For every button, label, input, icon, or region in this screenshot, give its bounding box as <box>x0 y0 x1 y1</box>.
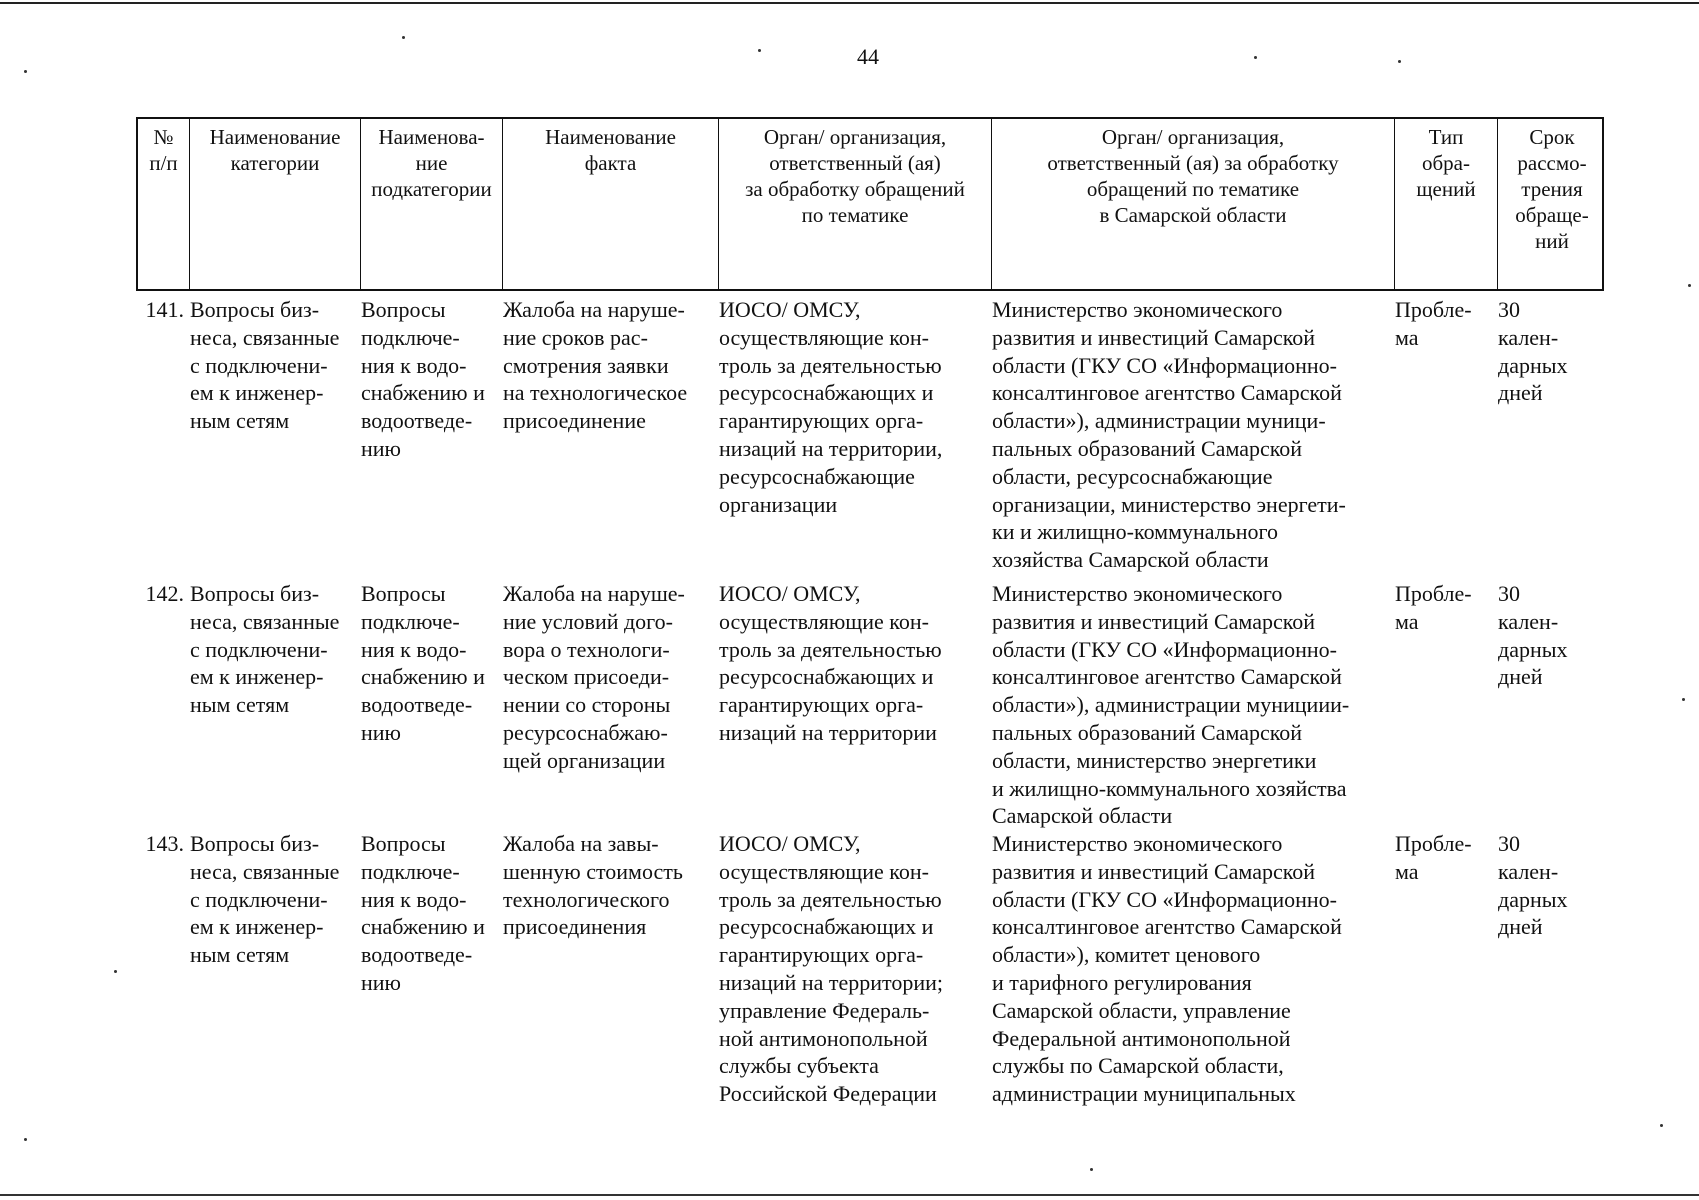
scan-speck <box>1682 698 1685 701</box>
row-org: ИОСО/ ОМСУ, осуществляющие кон- троль за деятельностью ресурсоснабжающих и гарантирующих орга- низаций на территории, ресурсоснабжающие организации <box>719 297 943 517</box>
table-body <box>136 296 1604 1130</box>
row-org-samara: Министерство экономического развития и инвестиций Самарской области (ГКУ СО «Информационно- консалтинговое агентство Самарской области»), администрации муници- пальных образований Самарской области, ресурсоснабжающие организации, министерство энергети- ки и жилищно-коммунального хозяйства Самарской области <box>992 297 1346 573</box>
row-number: 143. <box>145 831 184 856</box>
header-cell-type: Тип обра- щений <box>1395 119 1498 289</box>
row-number: 142. <box>145 581 184 606</box>
row-category: Вопросы биз- неса, связанные с подключени- ем к инженер- ным сетям <box>190 297 340 434</box>
scan-edge-top <box>0 2 1699 4</box>
header-cell-term: Срок рассмо- трения обраще- ний <box>1515 125 1589 253</box>
row-type: Пробле- ма <box>1395 831 1472 884</box>
row-category: Вопросы биз- неса, связанные с подключени- ем к инженер- ным сетям <box>190 831 340 968</box>
table-header <box>136 117 1604 291</box>
row-type: Пробле- ма <box>1395 581 1472 634</box>
row-org: ИОСО/ ОМСУ, осуществляющие кон- троль за деятельностью ресурсоснабжающих и гарантирующих орга- низаций на территории <box>719 581 942 745</box>
row-subcategory: Вопросы подключе- ния к водо- снабжению и водоотведе- нию <box>361 831 485 995</box>
table-row <box>136 580 1604 830</box>
scan-speck <box>1660 1124 1663 1127</box>
page-number: 44 <box>857 44 879 69</box>
scan-speck <box>1398 60 1401 63</box>
scan-speck <box>402 36 405 39</box>
row-term: 30 кален- дарных дней <box>1498 831 1568 940</box>
scan-speck <box>1090 1168 1093 1171</box>
header-cell-number: № п/п <box>138 119 190 289</box>
row-number: 141. <box>145 297 184 322</box>
row-fact: Жалоба на наруше- ние сроков рас- смотрения заявки на технологическое присоединение <box>503 297 688 434</box>
row-org-samara: Министерство экономического развития и инвестиций Самарской области (ГКУ СО «Информационно- консалтинговое агентство Самарской области»), администрации мунициии- пальных образований Самарской области, министерство энергетики и жилищно-коммунального хозяйства Самарской области <box>992 581 1350 829</box>
row-subcategory: Вопросы подключе- ния к водо- снабжению и водоотведе- нию <box>361 297 485 461</box>
scan-speck <box>758 49 761 52</box>
row-fact: Жалоба на завы- шенную стоимость технологического присоединения <box>503 831 683 940</box>
row-fact: Жалоба на наруше- ние условий дого- вора о технологи- ческом присоеди- нении со стороны ресурсоснабжаю- щей организации <box>503 581 685 773</box>
table <box>136 117 1604 1130</box>
header-cell-category: Наименование категории <box>190 119 361 289</box>
scan-edge-bottom <box>0 1194 1699 1196</box>
row-term: 30 кален- дарных дней <box>1498 297 1568 406</box>
scan-speck <box>24 70 27 73</box>
row-type: Пробле- ма <box>1395 297 1472 350</box>
header-cell-org: Орган/ организация, ответственный (ая) за обработку обращений по тематике <box>719 119 992 289</box>
header-cell-org-samara: Орган/ организация, ответственный (ая) за обработку обращений по тематике в Самарской области <box>992 119 1395 289</box>
scan-speck <box>114 970 117 973</box>
row-org: ИОСО/ ОМСУ, осуществляющие кон- троль за деятельностью ресурсоснабжающих и гарантирующих орга- низаций на территории; управление Федераль- ной антимонопольной службы субъекта Российской Федерации <box>719 831 943 1107</box>
scan-speck <box>24 1138 27 1141</box>
table-row <box>136 830 1604 1130</box>
row-subcategory: Вопросы подключе- ния к водо- снабжению и водоотведе- нию <box>361 581 485 745</box>
row-term: 30 кален- дарных дней <box>1498 581 1568 690</box>
header-cell-subcategory: Наименова- ние подкатегории <box>361 119 503 289</box>
row-category: Вопросы биз- неса, связанные с подключени- ем к инженер- ным сетям <box>190 581 340 718</box>
scan-speck <box>1254 56 1257 59</box>
header-cell-fact: Наименование факта <box>503 119 719 289</box>
scan-speck <box>1688 284 1691 287</box>
row-org-samara: Министерство экономического развития и инвестиций Самарской области (ГКУ СО «Информационно- консалтинговое агентство Самарской области»), комитет ценового и тарифного регулирования Самарской области, управление Федеральной антимонопольной службы по Самарской области, администрации муниципальных <box>992 831 1342 1107</box>
table-row <box>136 296 1604 580</box>
